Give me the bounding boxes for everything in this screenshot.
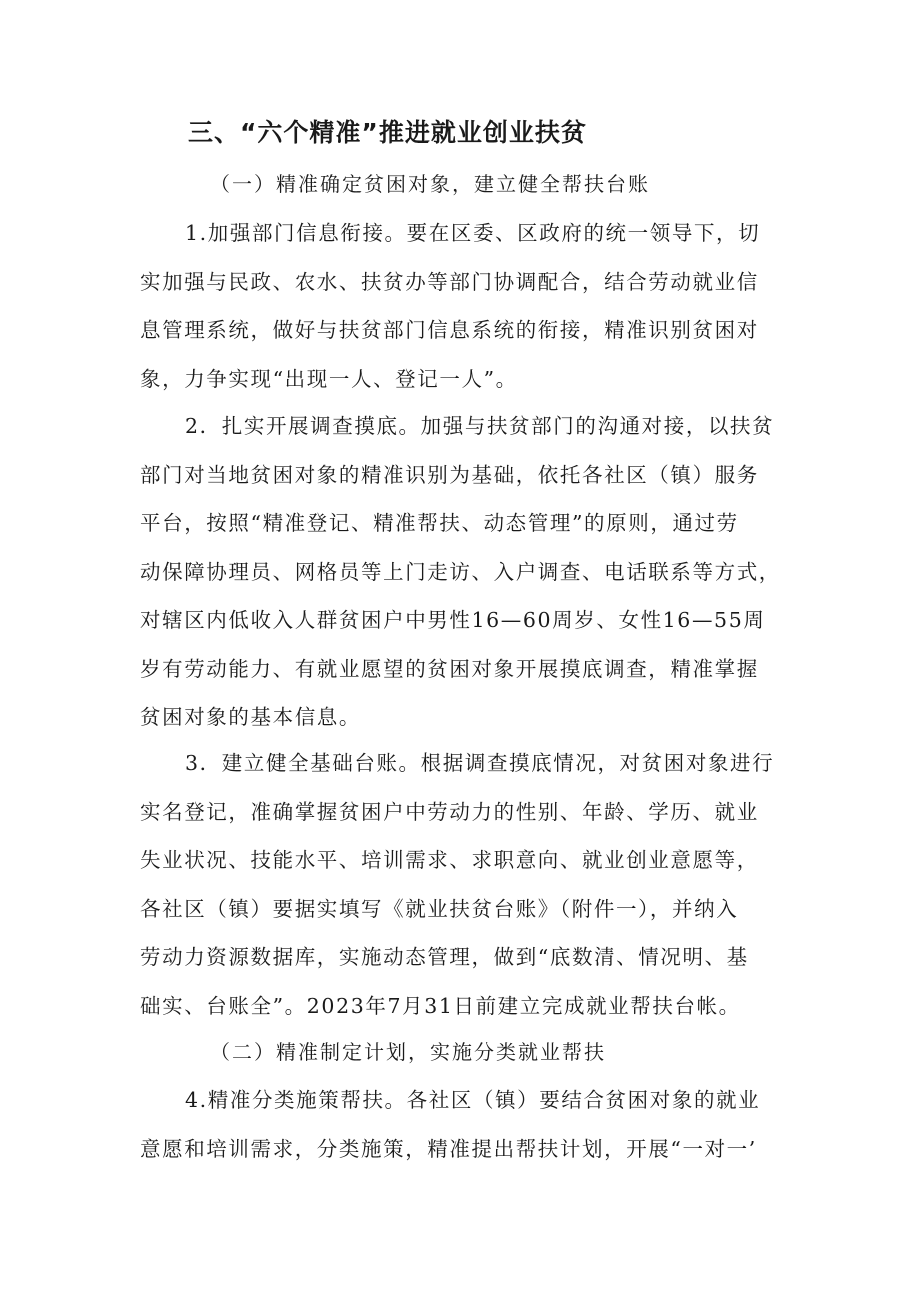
paragraph-3 (140, 739, 800, 1030)
paragraph-line: 部门对当地贫困对象的精准识别为基础，依托各社区（镇）服务 (140, 462, 759, 487)
paragraph-line: 4.精准分类施策帮扶。各社区（镇）要结合贫困对象的就业 (185, 1088, 761, 1112)
subsection-heading-2: （二）精准制定计划，实施分类就业帮扶 (210, 1040, 606, 1064)
section-heading: 三、“六个精准”推进就业创业扶贫 (188, 118, 587, 147)
paragraph-line: 实名登记，准确掌握贫困户中劳动力的性别、年龄、学历、就业 (140, 799, 759, 824)
paragraph-line: 动保障协理员、网格员等上门走访、入户调查、电话联系等方式， (140, 559, 781, 584)
paragraph-line: 象，力争实现“出现一人、登记一人”。 (140, 366, 518, 391)
paragraph-line: 岁有劳动能力、有就业愿望的贫困对象开展摸底调查，精准掌握 (140, 656, 759, 681)
paragraph-line: 对辖区内低收入人群贫困户中男性16—60周岁、女性16—55周 (140, 608, 766, 632)
paragraph-line: 劳动力资源数据库，实施动态管理，做到“底数清、情况明、基 (140, 945, 749, 969)
paragraph-line: 息管理系统，做好与扶贫部门信息系统的衔接，精准识别贫困对 (140, 318, 759, 342)
paragraph-line: 础实、台账全”。2023年7月31日前建立完成就业帮扶台帐。 (140, 993, 741, 1018)
paragraph-line: 实加强与民政、农水、扶贫办等部门协调配合，结合劳动就业信 (140, 269, 759, 294)
paragraph-line: 1.加强部门信息衔接。要在区委、区政府的统一领导下，切 (185, 221, 761, 245)
paragraph-4 (140, 1076, 800, 1173)
paragraph-1 (140, 209, 800, 403)
paragraph-line: 各社区（镇）要据实填写《就业扶贫台账》（附件一），并纳入 (140, 896, 739, 921)
paragraph-2 (140, 402, 800, 742)
paragraph-line: 3．建立健全基础台账。根据调查摸底情况，对贫困对象进行 (185, 751, 775, 775)
paragraph-line: 意愿和培训需求，分类施策，精准提出帮扶计划，开展“一对一’ (140, 1136, 757, 1161)
paragraph-line: 平台，按照“精准登记、精准帮扶、动态管理”的原则，通过劳 (140, 511, 739, 535)
paragraph-line: 2．扎实开展调查摸底。加强与扶贫部门的沟通对接，以扶贫 (185, 414, 775, 438)
subsection-heading-1: （一）精准确定贫困对象，建立健全帮扶台账 (210, 172, 650, 196)
paragraph-line: 贫困对象的基本信息。 (140, 705, 361, 729)
paragraph-line: 失业状况、技能水平、培训需求、求职意向、就业创业意愿等， (140, 848, 759, 872)
